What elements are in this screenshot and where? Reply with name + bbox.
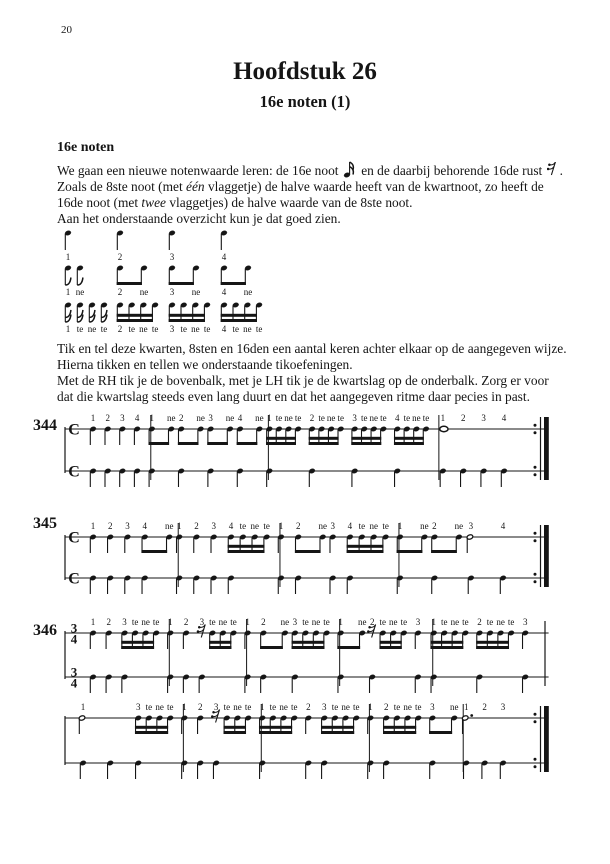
text-line: dat die kwartslag steeds even lang duurt en dat het aangegeven ritme daar pecies in past. <box>57 388 530 404</box>
svg-text:3: 3 <box>135 702 141 712</box>
svg-text:te: te <box>151 324 159 334</box>
svg-text:te: te <box>353 702 360 712</box>
svg-text:1: 1 <box>65 287 71 297</box>
overview-beat-group <box>168 302 210 334</box>
svg-text:ne: ne <box>218 617 228 627</box>
svg-text:1: 1 <box>90 413 96 423</box>
svg-text:3: 3 <box>70 620 78 636</box>
svg-text:3: 3 <box>352 413 357 423</box>
svg-text:ne: ne <box>155 702 164 712</box>
measure <box>462 702 507 779</box>
svg-text:1: 1 <box>65 324 71 334</box>
text-line: Met de RH tik je de bovenbalk, met je LH tik je de kwartslag op de onderbalk. Zorg er voor <box>57 372 549 388</box>
svg-text:1: 1 <box>90 521 96 531</box>
svg-text:C: C <box>68 421 80 439</box>
svg-text:te: te <box>255 324 263 334</box>
svg-text:ne: ne <box>318 521 327 531</box>
exercise-345-notation <box>65 521 549 594</box>
measure <box>266 413 430 487</box>
svg-text:ne: ne <box>279 702 288 712</box>
svg-text:1: 1 <box>440 413 446 423</box>
svg-text:4: 4 <box>347 521 353 531</box>
svg-text:te: te <box>422 413 430 423</box>
svg-text:te: te <box>145 702 153 712</box>
svg-text:te: te <box>380 413 387 423</box>
svg-text:3: 3 <box>125 521 130 531</box>
svg-text:4: 4 <box>394 413 400 423</box>
text-segment: . <box>559 163 563 178</box>
svg-text:4: 4 <box>221 324 227 334</box>
overview-beat-group <box>168 265 200 297</box>
svg-text:ne: ne <box>225 413 235 423</box>
svg-text:1: 1 <box>397 521 403 531</box>
svg-text:3: 3 <box>169 252 175 262</box>
svg-text:1: 1 <box>278 521 284 531</box>
svg-text:1: 1 <box>176 521 182 531</box>
svg-text:3: 3 <box>330 521 335 531</box>
svg-text:te: te <box>128 324 135 334</box>
measure <box>430 617 529 693</box>
section-heading: 16e noten <box>57 140 115 155</box>
svg-text:ne: ne <box>389 617 398 627</box>
measure <box>78 702 173 779</box>
measure <box>367 702 459 779</box>
svg-text:te: te <box>379 617 387 627</box>
measure <box>181 702 252 779</box>
measure <box>396 521 506 594</box>
svg-text:C: C <box>68 529 80 547</box>
measure <box>89 617 159 693</box>
overview-beat-group <box>116 230 123 262</box>
measure <box>148 413 263 487</box>
svg-text:3: 3 <box>169 287 175 297</box>
svg-text:ne: ne <box>454 521 464 531</box>
exercise-346-system-1 <box>65 617 549 693</box>
text-line: Hierna tikken en tellen we onderstaande tikoefeningen. <box>57 356 353 372</box>
svg-text:3: 3 <box>208 413 213 423</box>
svg-text:4: 4 <box>501 413 507 423</box>
svg-text:te: te <box>323 617 330 627</box>
text-segment: vlaggetjes) de halve waarde van de 8ste noot. <box>165 194 413 210</box>
exercise-346-system-2 <box>65 702 549 779</box>
measure <box>439 413 507 487</box>
svg-text:te: te <box>131 617 139 627</box>
svg-text:ne: ne <box>233 702 242 712</box>
measure <box>277 521 389 594</box>
text-segment: We gaan een nieuwe notenwaarde leren: de 16e noot <box>57 163 342 178</box>
svg-text:2: 2 <box>261 617 266 627</box>
svg-text:ne: ne <box>496 617 505 627</box>
svg-text:1: 1 <box>245 617 250 627</box>
svg-text:4: 4 <box>500 521 506 531</box>
svg-text:te: te <box>400 617 408 627</box>
overview-row-quarter <box>64 230 227 262</box>
svg-text:te: te <box>486 617 494 627</box>
svg-text:te: te <box>263 521 270 531</box>
svg-text:C: C <box>68 570 80 588</box>
svg-text:1: 1 <box>149 413 155 423</box>
svg-text:2: 2 <box>432 521 437 531</box>
exercise-number-345: 345 <box>33 515 57 532</box>
measure <box>89 413 140 487</box>
svg-text:3: 3 <box>500 702 506 712</box>
svg-text:ne: ne <box>255 413 264 423</box>
note-values-overview <box>64 230 262 334</box>
exercise-344-system-1 <box>65 413 549 487</box>
svg-text:te: te <box>507 617 515 627</box>
svg-text:ne: ne <box>191 287 201 297</box>
svg-text:ne: ne <box>243 287 253 297</box>
svg-text:4: 4 <box>70 631 78 647</box>
svg-text:3: 3 <box>468 521 474 531</box>
svg-text:te: te <box>302 617 309 627</box>
svg-text:te: te <box>100 324 108 334</box>
svg-text:4: 4 <box>221 252 227 262</box>
svg-text:4: 4 <box>221 287 227 297</box>
svg-text:3: 3 <box>122 617 127 627</box>
svg-text:4: 4 <box>70 675 78 691</box>
svg-text:3: 3 <box>322 702 327 712</box>
svg-text:te: te <box>269 702 277 712</box>
exercise-344-notation <box>65 413 549 487</box>
svg-text:te: te <box>331 702 339 712</box>
svg-text:4: 4 <box>228 521 234 531</box>
svg-text:2: 2 <box>384 702 389 712</box>
svg-text:3: 3 <box>120 413 125 423</box>
svg-text:1: 1 <box>431 617 436 627</box>
svg-text:4: 4 <box>142 521 147 531</box>
text-segment: twee <box>141 194 166 210</box>
svg-text:ne: ne <box>243 324 252 334</box>
svg-text:te: te <box>239 521 247 531</box>
svg-text:te: te <box>152 617 160 627</box>
overview-beat-group <box>220 230 227 262</box>
svg-text:te: te <box>360 413 368 423</box>
svg-text:ne: ne <box>164 521 174 531</box>
svg-text:ne: ne <box>196 413 205 423</box>
overview-beat-group <box>64 230 71 262</box>
svg-text:ne: ne <box>87 324 97 334</box>
measure <box>244 617 330 693</box>
chapter-title: Hoofdstuk 26 <box>233 58 377 85</box>
overview-beat-group <box>64 265 84 297</box>
svg-text:ne: ne <box>139 287 149 297</box>
svg-text:ne: ne <box>450 617 460 627</box>
svg-text:2: 2 <box>306 702 311 712</box>
overview-beat-group <box>220 302 262 334</box>
svg-text:2: 2 <box>117 324 123 334</box>
svg-text:te: te <box>166 702 174 712</box>
svg-text:te: te <box>441 617 448 627</box>
svg-text:ne: ne <box>357 617 367 627</box>
svg-text:2: 2 <box>309 413 315 423</box>
svg-text:te: te <box>180 324 187 334</box>
svg-text:2: 2 <box>369 617 375 627</box>
exercise-number-346: 346 <box>33 622 57 639</box>
svg-text:te: te <box>275 413 283 423</box>
svg-text:1: 1 <box>267 413 272 423</box>
svg-text:3: 3 <box>213 702 219 712</box>
svg-text:te: te <box>291 702 298 712</box>
svg-text:4: 4 <box>134 413 140 423</box>
svg-text:1: 1 <box>90 617 96 627</box>
svg-text:te: te <box>76 324 84 334</box>
overview-beat-group <box>116 302 158 334</box>
svg-text:1: 1 <box>463 702 469 712</box>
svg-text:te: te <box>393 702 401 712</box>
svg-text:te: te <box>223 702 231 712</box>
overview-beat-group <box>116 265 148 297</box>
svg-text:ne: ne <box>191 324 200 334</box>
overview-beat-group <box>168 230 175 262</box>
svg-text:te: te <box>403 413 411 423</box>
svg-text:te: te <box>232 324 239 334</box>
measure <box>176 521 270 594</box>
svg-text:ne: ne <box>449 702 459 712</box>
svg-text:2: 2 <box>117 252 123 262</box>
svg-text:1: 1 <box>368 702 373 712</box>
svg-text:3: 3 <box>430 702 435 712</box>
svg-text:3: 3 <box>199 617 205 627</box>
svg-text:ne: ne <box>250 521 259 531</box>
svg-text:2: 2 <box>105 413 110 423</box>
svg-text:2: 2 <box>183 617 189 627</box>
svg-text:2: 2 <box>107 521 113 531</box>
measure <box>167 617 237 693</box>
svg-text:ne: ne <box>420 521 429 531</box>
text-segment: 16de noot (met <box>57 194 142 210</box>
overview-row-eighth <box>64 265 252 297</box>
svg-text:3: 3 <box>522 617 528 627</box>
svg-text:1: 1 <box>65 252 71 262</box>
text-line: Tik en tel deze kwarten, 8sten en 16den een aantal keren achter elkaar op de aangegeven wijze. <box>57 341 567 356</box>
svg-text:ne: ne <box>341 702 350 712</box>
svg-text:3: 3 <box>481 413 486 423</box>
svg-text:2: 2 <box>482 702 487 712</box>
svg-text:1: 1 <box>338 617 343 627</box>
svg-text:1: 1 <box>80 702 86 712</box>
svg-text:te: te <box>203 324 211 334</box>
overview-beat-group <box>220 265 252 297</box>
svg-text:ne: ne <box>412 413 421 423</box>
svg-text:2: 2 <box>295 521 301 531</box>
svg-text:te: te <box>209 617 216 627</box>
exercise-346-notation <box>65 617 549 779</box>
svg-text:te: te <box>415 702 422 712</box>
svg-text:2: 2 <box>194 521 199 531</box>
text-segment: en de daarbij behorende 16de rust <box>357 163 546 178</box>
overview-row-sixteenth <box>64 302 262 334</box>
svg-text:3: 3 <box>70 664 78 680</box>
svg-text:ne: ne <box>75 287 85 297</box>
text-segment: Zoals de 8ste noot (met <box>57 179 187 194</box>
svg-text:1: 1 <box>182 702 187 712</box>
svg-text:1: 1 <box>260 702 265 712</box>
svg-text:4: 4 <box>237 413 243 423</box>
svg-text:ne: ne <box>280 617 290 627</box>
svg-text:C: C <box>68 463 80 481</box>
svg-text:ne: ne <box>369 413 379 423</box>
svg-text:2: 2 <box>198 702 203 712</box>
svg-text:te: te <box>462 617 469 627</box>
svg-text:1: 1 <box>168 617 173 627</box>
svg-text:te: te <box>358 521 366 531</box>
svg-text:3: 3 <box>169 324 175 334</box>
svg-text:ne: ne <box>139 324 148 334</box>
svg-text:2: 2 <box>106 617 112 627</box>
svg-text:2: 2 <box>477 617 482 627</box>
svg-text:ne: ne <box>311 617 321 627</box>
svg-text:2: 2 <box>178 413 184 423</box>
measure <box>337 617 421 693</box>
measure <box>89 521 173 594</box>
svg-text:3: 3 <box>211 521 216 531</box>
text-segment: Aan het onderstaande overzicht kun je dat goed zien. <box>57 210 341 226</box>
svg-text:te: te <box>318 413 325 423</box>
svg-text:te: te <box>337 413 344 423</box>
svg-text:te: te <box>294 413 302 423</box>
text-segment: één <box>186 179 205 194</box>
svg-text:3: 3 <box>415 617 421 627</box>
svg-text:2: 2 <box>117 287 123 297</box>
svg-text:te: te <box>230 617 237 627</box>
svg-text:2: 2 <box>460 413 466 423</box>
svg-text:ne: ne <box>284 413 293 423</box>
overview-beat-group <box>64 302 107 334</box>
measure <box>259 702 360 779</box>
svg-text:3: 3 <box>292 617 298 627</box>
svg-text:ne: ne <box>326 413 336 423</box>
text-segment: vlaggetje) de halve waarde heeft van de kwartnoot, zo heeft de <box>204 179 544 194</box>
svg-text:ne: ne <box>369 521 378 531</box>
svg-text:te: te <box>382 521 389 531</box>
page-number: 20 <box>61 24 72 36</box>
exercise-number-344: 344 <box>33 417 57 434</box>
svg-text:te: te <box>244 702 252 712</box>
exercise-345-system-1 <box>65 521 549 594</box>
svg-text:ne: ne <box>141 617 150 627</box>
svg-text:ne: ne <box>166 413 176 423</box>
svg-text:ne: ne <box>403 702 412 712</box>
chapter-subtitle: 16e noten (1) <box>259 92 351 111</box>
